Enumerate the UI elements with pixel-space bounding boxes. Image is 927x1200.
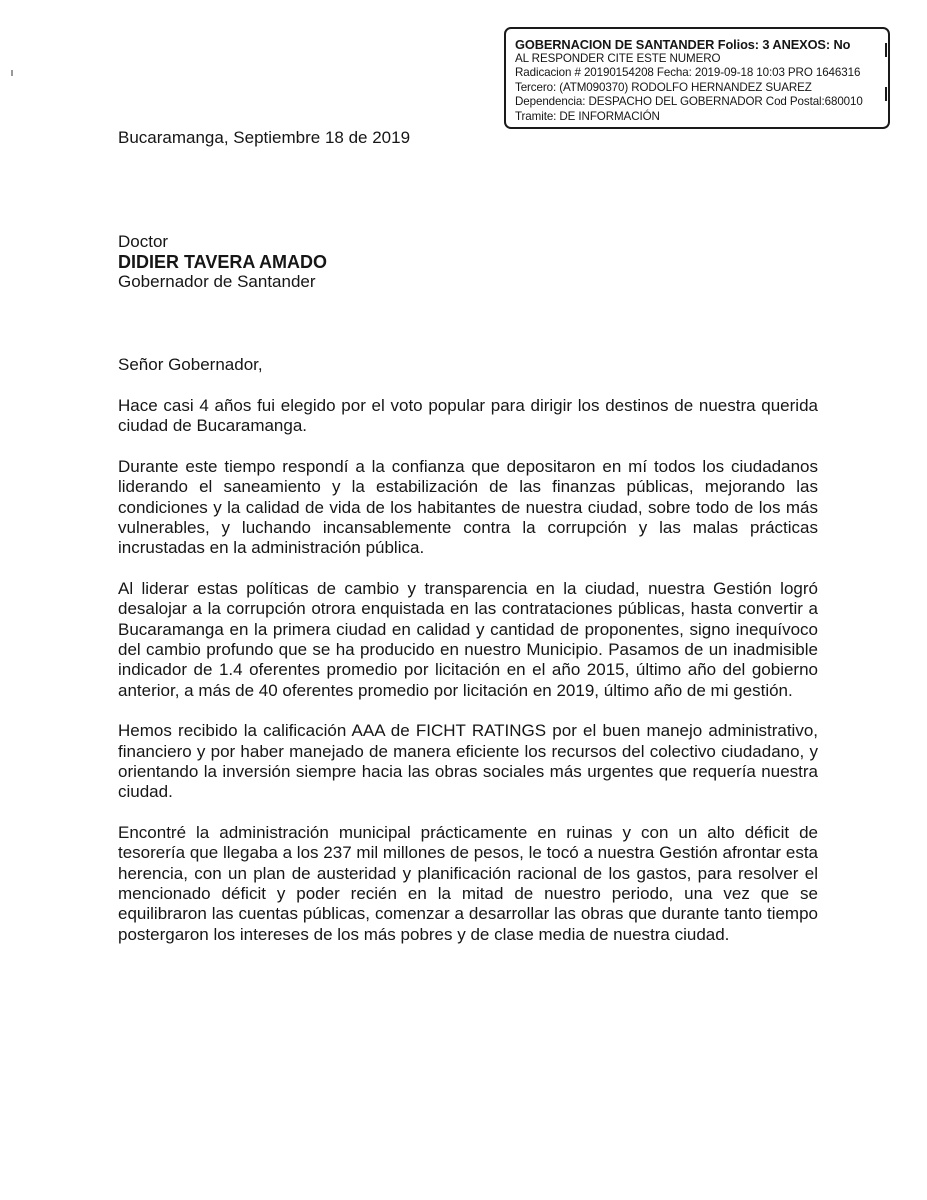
salutation: Señor Gobernador, xyxy=(118,355,263,374)
body-paragraph: Durante este tiempo respondí a la confianza que depositaron en mí todos los ciudadanos liderando el saneamiento y la estabilización de las finanzas públicas, mejorando las condiciones y la calidad de vida de los habitantes de nuestra ciudad, sobre todo de los más vulnerables, y luchando incansablemente contra la corrupción y las malas prácticas incrustadas en la administración pública. xyxy=(118,457,818,558)
stamp-tick-mark xyxy=(885,43,887,57)
stamp-cite-notice: AL RESPONDER CITE ESTE NUMERO xyxy=(515,52,721,65)
stamp-tramite: Tramite: DE INFORMACIÓN xyxy=(515,109,660,123)
body-paragraph: Hemos recibido la calificación AAA de FICHT RATINGS por el buen manejo administrativo, financiero y por haber manejado de manera eficiente los recursos del colectivo ciudadano, y orientando la inversión siempre hacia las obras sociales más urgentes que requería nuestra ciudad. xyxy=(118,721,818,802)
scan-speck xyxy=(11,70,13,76)
addressee-block xyxy=(118,232,327,292)
letter-date: Bucaramanga, Septiembre 18 de 2019 xyxy=(118,128,411,147)
recipient-title: Doctor xyxy=(118,232,169,251)
body-paragraph: Hace casi 4 años fui elegido por el voto popular para dirigir los destinos de nuestra querida ciudad de Bucaramanga. xyxy=(118,396,818,436)
letter-body xyxy=(118,396,818,965)
body-paragraph: Al liderar estas políticas de cambio y transparencia en la ciudad, nuestra Gestión logró desalojar a la corrupción otrora enquistada en las contrataciones públicas, hasta convertir a Bucaramanga en la primera ciudad en calidad y cantidad de proponentes, signo inequívoco del cambio profundo que se ha producido en nuestro Municipio. Pasamos de un inadmisible indicador de 1.4 oferentes promedio por licitación en el año 2015, último año del gobierno anterior, a más de 40 oferentes promedio por licitación en 2019, último año de mi gestión. xyxy=(118,579,818,700)
filing-stamp xyxy=(504,27,890,129)
recipient-role: Gobernador de Santander xyxy=(118,272,316,291)
stamp-header: GOBERNACION DE SANTANDER Folios: 3 ANEXOS: No xyxy=(515,37,851,52)
stamp-radicacion: Radicacion # 20190154208 Fecha: 2019-09-18 10:03 PRO 1646316 xyxy=(515,66,861,80)
body-paragraph: Encontré la administración municipal prácticamente en ruinas y con un alto déficit de tesorería que llegaba a los 237 mil millones de pesos, le tocó a nuestra Gestión afrontar esta herencia, con un plan de austeridad y planificación racional de los gastos, para resolver el mencionado déficit y poder recién en la mitad de nuestro periodo, una vez que se equilibraron las cuentas públicas, comenzar a desarrollar las obras que durante tanto tiempo postergaron los intereses de los más pobres y de clase media de nuestra ciudad. xyxy=(118,823,818,944)
stamp-tercero: Tercero: (ATM090370) RODOLFO HERNANDEZ SUAREZ xyxy=(515,80,812,94)
recipient-name: DIDIER TAVERA AMADO xyxy=(118,252,327,272)
stamp-tick-mark xyxy=(885,87,887,101)
stamp-dependencia: Dependencia: DESPACHO DEL GOBERNADOR Cod Postal:680010 xyxy=(515,95,863,109)
